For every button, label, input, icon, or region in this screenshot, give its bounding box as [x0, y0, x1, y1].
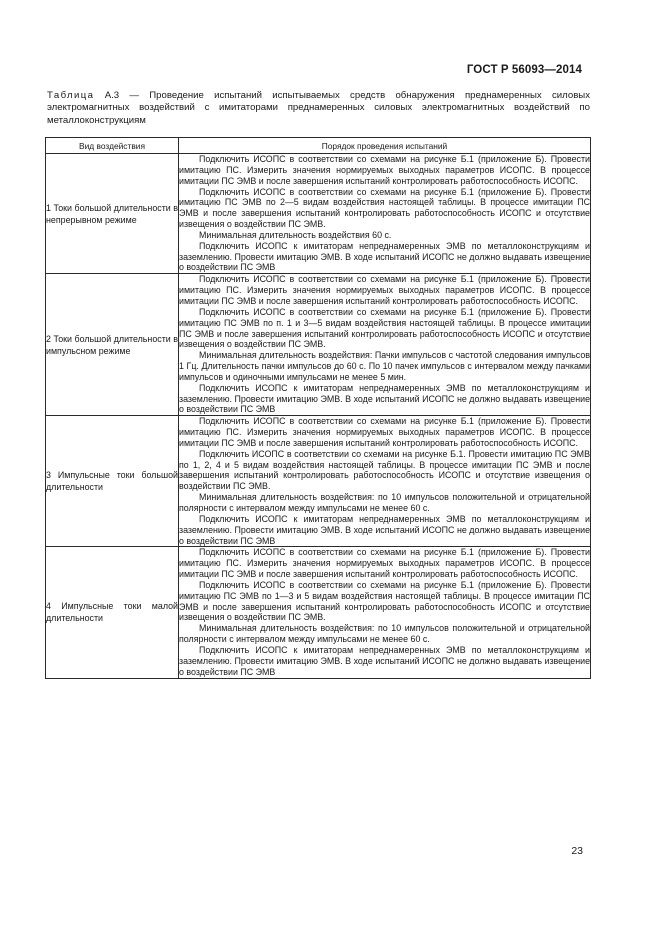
procedure-paragraph: Минимальная длительность воздействия: по 10 импульсов положительной и отрицательной полярности с интервалом между импульсами не менее 60 с. [179, 623, 590, 645]
table-row [46, 547, 591, 678]
procedure-paragraph: Подключить ИСОПС к имитаторам непреднамеренных ЭМВ по металлоконструкциям и заземлению. Провести имитацию ЭМВ. В ходе испытаний ИСОПС не должно выдавать извещение о воздействии ПС ЭМВ [179, 644, 590, 677]
kind-cell: 3 Импульсные токи большой длительности [46, 416, 179, 547]
procedure-paragraph: Подключить ИСОПС в соответствии со схемами на рисунке Б.1 (приложение Б). Провести имитацию ПС. Измерить значения нормируемых выходных параметров ИСОПС. В процессе имитации ПС ЭМВ и после завершения испытаний контролировать работоспособность ИСОПС. [179, 274, 590, 306]
page-number: 23 [571, 845, 583, 857]
header-procedure: Порядок проведения испытаний [179, 138, 591, 154]
procedure-paragraph: Подключить ИСОПС в соответствии со схемами на рисунке Б.1 (приложение Б). Провести имитацию ПС. Измерить значения нормируемых выходных параметров ИСОПС. В процессе имитации ПС ЭМВ и после завершения испытаний контролировать работоспособность ИСОПС. [179, 154, 590, 186]
standard-number: ГОСТ Р 56093—2014 [466, 64, 582, 76]
procedure-paragraph: Минимальная длительность воздействия 60 с. [199, 229, 392, 240]
procedure-paragraph: Подключить ИСОПС к имитаторам непреднамеренных ЭМВ по металлоконструкциям и заземлению. Провести имитацию ЭМВ. В ходе испытаний ИСОПС не должно выдавать извещение о воздействии ПС ЭМВ [179, 382, 590, 415]
procedure-paragraph: Подключить ИСОПС в соответствии со схемами на рисунке Б.1 (приложение Б). Провести имитацию ПС ЭМВ по 1—3 и 5 видам воздействия настоящей таблицы. В процессе имитации ПС ЭМВ и после завершения испытаний контролировать работоспособность ИСОПС и отсутствие извещения о воздействии ПС ЭМВ. [179, 579, 590, 623]
caption-text: — Проведение испытаний испытываемых средств обнаружения преднамеренных силовых электромагнитных воздействий с имитаторами преднамеренных силовых электромагнитных воздействий по металлоконструкциям [47, 90, 590, 126]
kind-cell: 1 Токи большой длительности в непрерывном режиме [46, 154, 179, 274]
table-row [46, 154, 591, 274]
tests-table [45, 137, 591, 679]
procedure-paragraph: Подключить ИСОПС в соответствии со схемами на рисунке Б.1 (приложение Б). Провести имитацию ПС. Измерить значения нормируемых выходных параметров ИСОПС. В процессе имитации ПС ЭМВ и после завершения испытаний контролировать работоспособность ИСОПС. [179, 547, 590, 580]
caption-number: А.3 [104, 90, 120, 101]
procedure-paragraph: Минимальная длительность воздействия: по 10 импульсов положительной и отрицательной полярности с интервалом между импульсами не менее 60 с. [179, 492, 590, 513]
kind-cell: 4 Импульсные токи малой длительности [46, 547, 179, 678]
table-row [46, 274, 591, 416]
table-caption [47, 90, 590, 127]
caption-label: Таблица [47, 90, 95, 101]
kind-cell: 2 Токи большой длительности в импульсном режиме [46, 274, 179, 416]
procedure-paragraph: Подключить ИСОПС к имитаторам непреднамеренных ЭМВ по металлоконструкциям и заземлению. Провести имитацию ЭМВ. В ходе испытаний ИСОПС не должно выдавать извещение о воздействии ПС ЭМВ [179, 513, 590, 546]
procedure-paragraph: Подключить ИСОПС в соответствии со схемами на рисунке Б.1 (приложение Б). Провести имитацию ПС ЭМВ по 2—5 видам воздействия настоящей таблицы. В процессе имитации ПС ЭМВ и после завершения испытаний контролировать работоспособность ИСОПС и отсутствие извещения о воздействии ПС ЭМВ. [179, 186, 590, 230]
procedure-paragraph: Подключить ИСОПС в соответствии со схемами на рисунке Б.1. Провести имитацию ПС ЭМВ по 1, 2, 4 и 5 видам воздействия настоящей таблицы. В процессе имитации ПС ЭМВ и после завершения испытаний контролировать работоспособность ИСОПС и отсутствие извещения о воздействии ПС ЭМВ. [179, 448, 590, 492]
procedure-paragraph: Подключить ИСОПС к имитаторам непреднамеренных ЭМВ по металлоконструкциям и заземлению. Провести имитацию ЭМВ. В ходе испытаний ИСОПС не должно выдавать извещение о воздействии ПС ЭМВ [179, 240, 590, 273]
header-kind: Вид воздействия [46, 138, 179, 154]
procedure-cell [179, 274, 591, 416]
procedure-cell [179, 416, 591, 547]
procedure-paragraph: Подключить ИСОПС в соответствии со схемами на рисунке Б.1 (приложение Б). Провести имитацию ПС ЭМВ по п. 1 и 3—5 видам воздействия настоящей таблицы. В процессе имитации ПС ЭМВ и после завершения испытаний контролировать работоспособность ИСОПС и отсутствие извещения о воздействии ПС ЭМВ. [179, 306, 590, 350]
table-header-row [46, 138, 591, 154]
procedure-cell [179, 154, 591, 274]
procedure-paragraph: Подключить ИСОПС в соответствии со схемами на рисунке Б.1 (приложение Б). Провести имитацию ПС. Измерить значения нормируемых выходных параметров ИСОПС. В процессе имитации ПС ЭМВ и после завершения испытаний контролировать работоспособность ИСОПС. [179, 416, 590, 448]
procedure-paragraph: Минимальная длительность воздействия: Пачки импульсов с частотой следования импульсов 1 Гц. Длительность пачки импульсов до 60 с. По 10 пачек импульсов с интервалом между пачками импульсов и одиночными импульсами не менее 5 мин. [179, 350, 590, 382]
procedure-cell [179, 547, 591, 678]
table-row [46, 416, 591, 547]
